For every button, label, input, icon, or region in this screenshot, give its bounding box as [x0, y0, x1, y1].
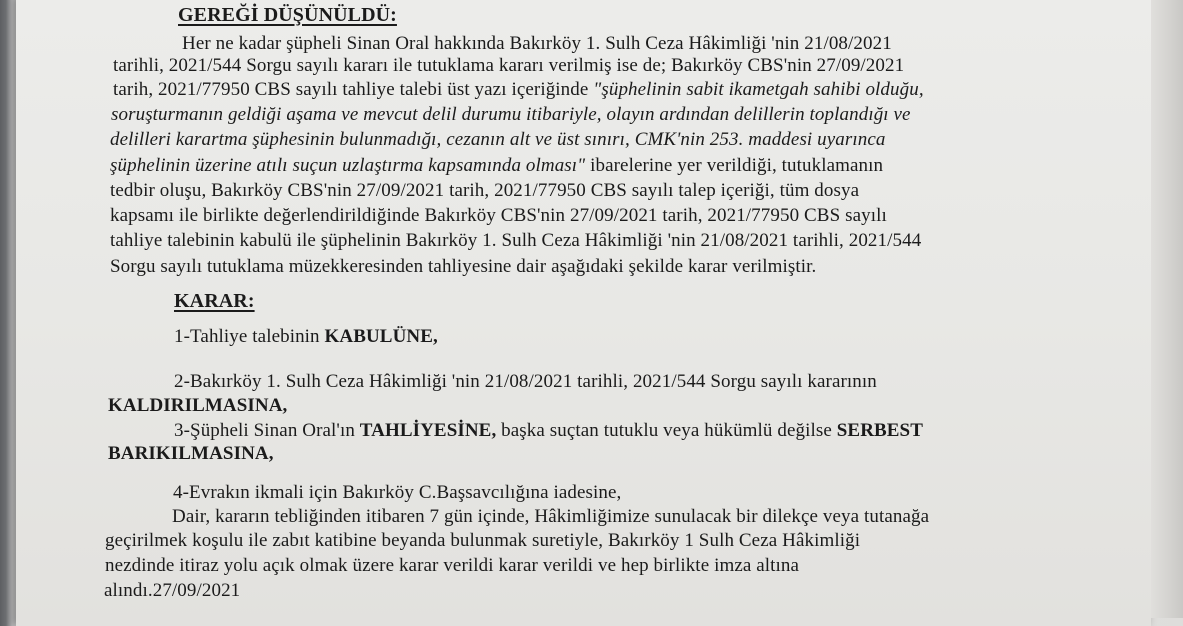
- karar-heading: KARAR:: [174, 290, 255, 312]
- body-line-2: tarihli, 2021/544 Sorgu sayılı kararı ile tutuklama kararı verilmiş ise de; Bakırköy CBS'nin 27/09/2021: [113, 55, 905, 76]
- body-line-9: tahliye talebinin kabulü ile şüphelinin Bakırköy 1. Sulh Ceza Hâkimliği 'nin 21/08/2021 tarihli, 2021/544: [110, 230, 922, 251]
- karar-item-3-text: 3-Şüpheli Sinan Oral'ın: [174, 420, 360, 441]
- body-line-6-normal: ibarelerine yer verildiği, tutuklamanın: [585, 155, 884, 176]
- closing-line-3: nezdinde itiraz yolu açık olmak üzere karar verildi karar verildi ve hep birlikte imza altına: [105, 555, 800, 576]
- body-line-6-italic: şüphelinin üzerine atılı suçun uzlaştırma kapsamında olması": [110, 155, 586, 176]
- body-line-6: [110, 155, 1068, 177]
- body-line-5: delilleri karartma şüphesinin bulunmadığı, cezanın alt ve üst sınırı, CMK'nin 253. maddesi uyarınca: [110, 129, 886, 150]
- karar-item-3: [174, 420, 923, 442]
- karar-item-1-text: 1-Tahliye talebinin: [174, 326, 325, 347]
- body-line-1: Her ne kadar şüpheli Sinan Oral hakkında Bakırköy 1. Sulh Ceza Hâkimliği 'nin 21/08/2021: [182, 33, 892, 54]
- body-line-10: Sorgu sayılı tutuklama müzekkeresinden tahliyesine dair aşağıdaki şekilde karar verilmiştir.: [110, 256, 817, 277]
- closing-line-4: alındı.27/09/2021: [104, 580, 241, 601]
- karar-item-1: [174, 326, 438, 348]
- heading-geregi-dusunuldu: GEREĞİ DÜŞÜNÜLDÜ:: [178, 4, 397, 26]
- karar-item-2: 2-Bakırköy 1. Sulh Ceza Hâkimliği 'nin 21/08/2021 tarihli, 2021/544 Sorgu sayılı kararının: [174, 371, 877, 392]
- karar-item-4: 4-Evrakın ikmali için Bakırköy C.Başsavcılığına iadesine,: [173, 482, 622, 503]
- body-line-3: [113, 79, 1068, 101]
- closing-line-1: Dair, kararın tebliğinden itibaren 7 gün içinde, Hâkimliğimize sunulacak bir dilekçe veya tutanağa: [172, 506, 930, 527]
- karar-item-3-mid: başka suçtan tutuklu veya hükümlü değilse: [496, 420, 837, 441]
- karar-item-3-bold: TAHLİYESİNE,: [359, 420, 497, 441]
- body-line-3-normal: tarih, 2021/77950 CBS sayılı tahliye talebi üst yazı içeriğinde: [113, 79, 594, 100]
- body-line-7: tedbir oluşu, Bakırköy CBS'nin 27/09/2021 tarih, 2021/77950 CBS sayılı talep içeriği, tüm dosya: [110, 180, 860, 201]
- closing-line-2: geçirilmek koşulu ile zabıt katibine beyanda bulunmak suretiyle, Bakırköy 1 Sulh Ceza Hâkimliği: [105, 530, 861, 551]
- karar-item-2-bold: KALDIRILMASINA,: [108, 395, 288, 416]
- body-line-4: soruşturmanın geldiği aşama ve mevcut delil durumu itibariyle, olayın ardından delillerin toplandığı ve: [111, 104, 911, 125]
- body-line-8: kapsamı ile birlikte değerlendirildiğinde Bakırköy CBS'nin 27/09/2021 tarih, 2021/77950 CBS sayılı: [110, 205, 887, 226]
- karar-item-3-bold3: BARIKILMASINA,: [108, 443, 274, 464]
- page-edge: [1151, 0, 1183, 618]
- karar-item-3-bold2: SERBEST: [836, 420, 923, 441]
- body-line-3-italic: "şüphelinin sabit ikametgah sahibi olduğu,: [593, 79, 924, 100]
- karar-item-1-bold: KABULÜNE,: [324, 326, 438, 347]
